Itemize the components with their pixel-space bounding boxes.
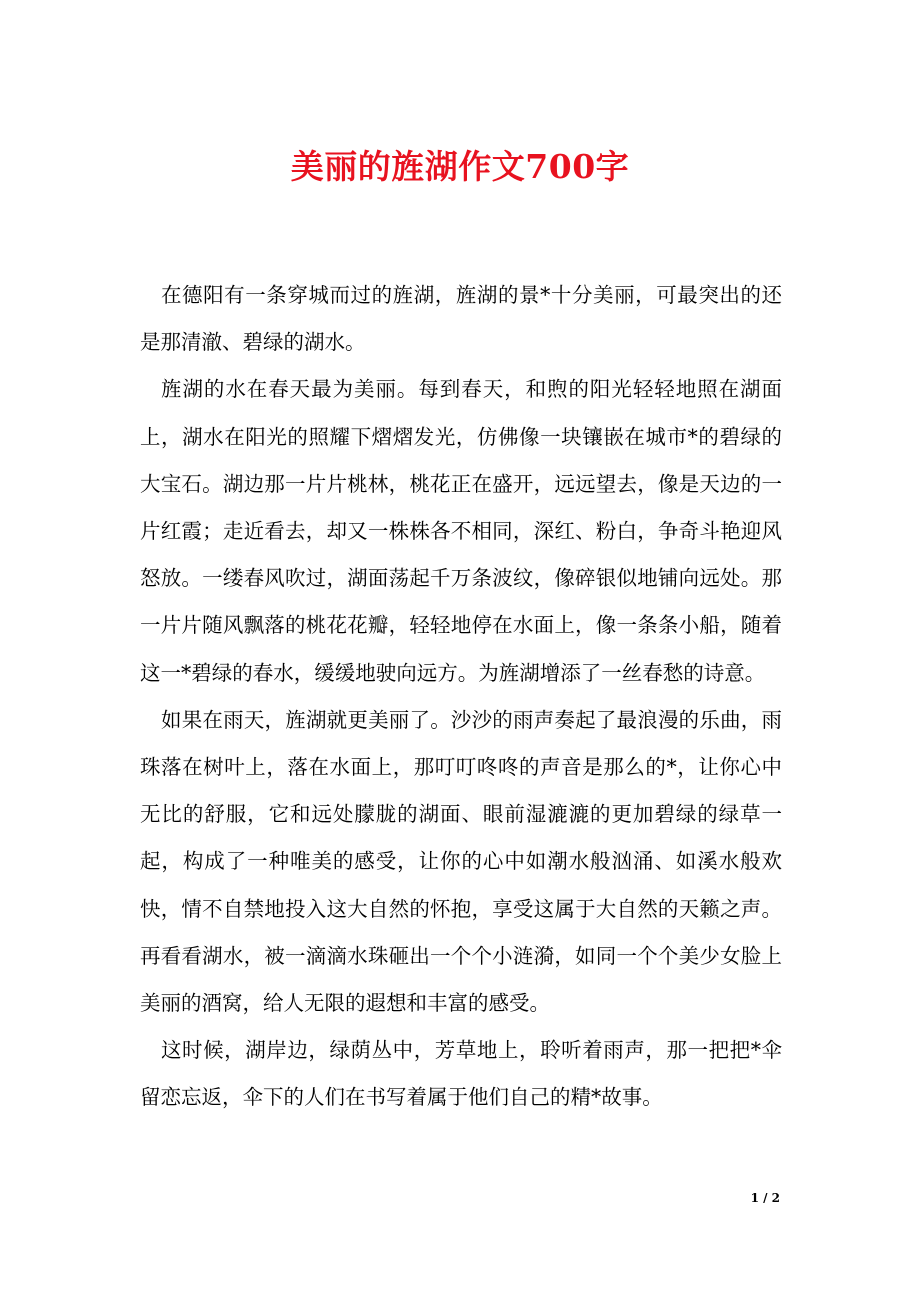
- page-number: 1 / 2: [750, 1191, 780, 1205]
- paragraph-1: 在德阳有一条穿城而过的旌湖，旌湖的景*十分美丽，可最突出的还是那清澈、碧绿的湖水。: [140, 283, 782, 355]
- paragraph-2: 旌湖的水在春天最为美丽。每到春天，和煦的阳光轻轻地照在湖面上，湖水在阳光的照耀下熠熠发光，仿佛像一块镶嵌在城市*的碧绿的大宝石。湖边那一片片桃林，桃花正在盛开，远远望去，像是天边的一片红霞；走近看去，却又一株株各不相同，深红、粉白，争奇斗艳迎风怒放。一缕春风吹过，湖面荡起千万条波纹，像碎银似地铺向远处。那一片片随风飘落的桃花花瓣，轻轻地停在水面上，像一条条小船，随着这一*碧绿的春水，缓缓地驶向远方。为旌湖增添了一丝春愁的诗意。: [140, 377, 782, 685]
- document-title: 美丽的旌湖作文700字: [290, 147, 630, 186]
- document-body: [140, 272, 782, 1122]
- paragraph-3: 如果在雨天，旌湖就更美丽了。沙沙的雨声奏起了最浪漫的乐曲，雨珠落在树叶上，落在水面上，那叮叮咚咚的声音是那么的*，让你心中无比的舒服，它和远处朦胧的湖面、眼前湿漉漉的更加碧绿的绿草一起，构成了一种唯美的感受，让你的心中如潮水般汹涌、如溪水般欢快，情不自禁地投入这大自然的怀抱，享受这属于大自然的天籁之声。再看看湖水，被一滴滴水珠砸出一个个小涟漪，如同一个个美少女脸上美丽的酒窝，给人无限的遐想和丰富的感受。: [140, 707, 782, 1016]
- paragraph-4: 这时候，湖岸边，绿荫丛中，芳草地上，聆听着雨声，那一把把*伞留恋忘返，伞下的人们在书写着属于他们自己的精*故事。: [140, 1038, 782, 1110]
